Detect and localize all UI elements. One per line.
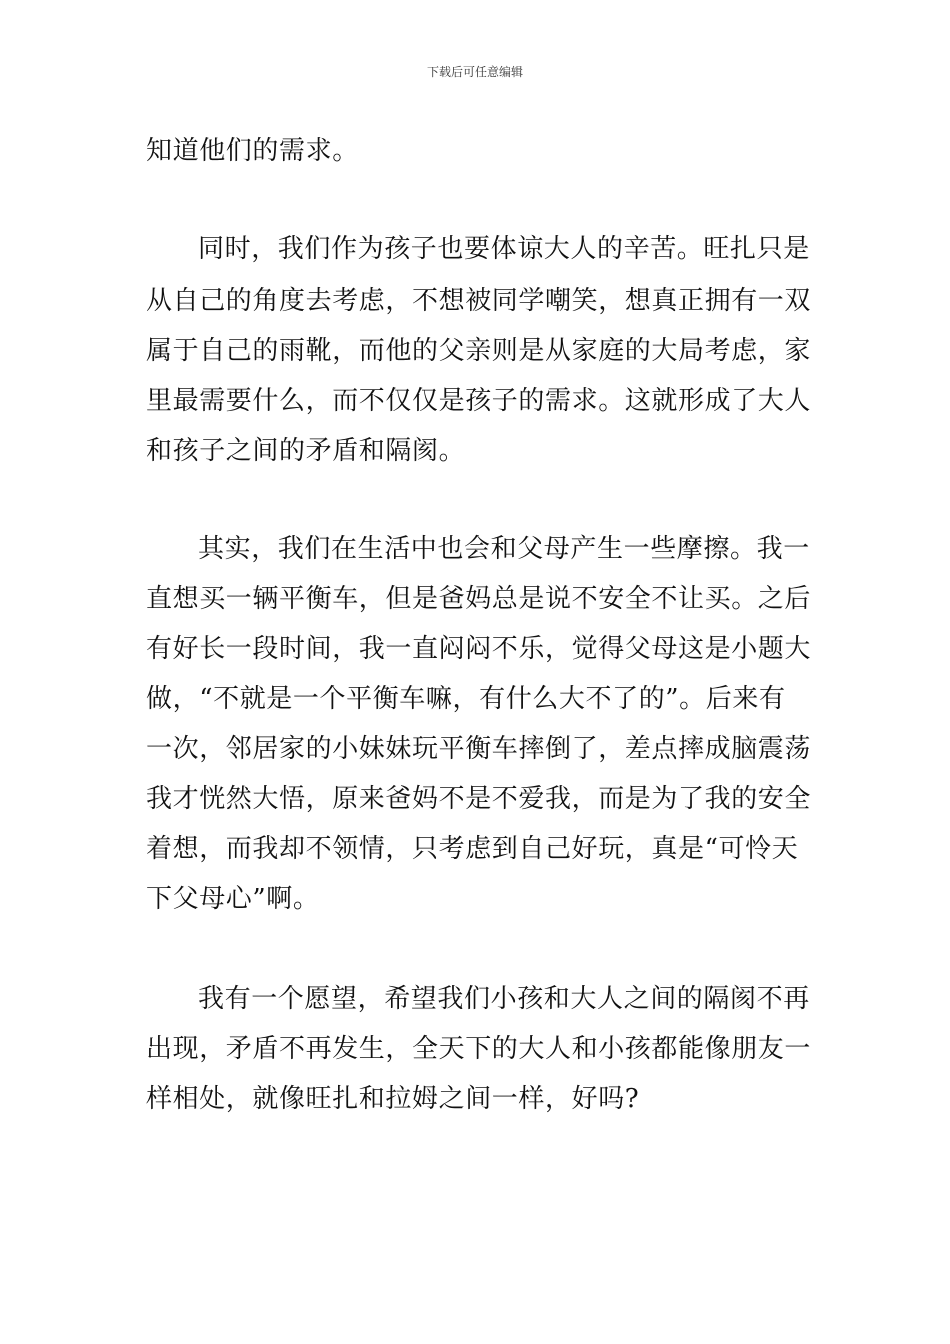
text-line: 有好长一段时间，我一直闷闷不乐，觉得父母这是小题大 (146, 634, 812, 664)
text-line: 样相处，就像旺扎和拉姆之间一样，好吗? (146, 1084, 640, 1114)
text-line: 直想买一辆平衡车，但是爸妈总是说不安全不让买。之后 (146, 584, 812, 614)
text-line: 里最需要什么，而不仅仅是孩子的需求。这就形成了大人 (146, 386, 812, 416)
text-line: 属于自己的雨靴，而他的父亲则是从家庭的大局考虑，家 (146, 336, 812, 366)
page-header-note: 下载后可任意编辑 (426, 65, 523, 79)
text-line: 做，“不就是一个平衡车嘛，有什么大不了的”。后来有 (146, 684, 786, 714)
text-line: 着想，而我却不领情，只考虑到自己好玩，真是“可怜天 (146, 834, 799, 864)
text-line: 我才恍然大悟，原来爸妈不是不爱我，而是为了我的安全 (146, 784, 812, 814)
paragraph-first-line: 同时，我们作为孩子也要体谅大人的辛苦。旺扎只是 (198, 234, 810, 264)
text-line: 和孩子之间的矛盾和隔阂。 (146, 436, 466, 466)
paragraph-first-line: 我有一个愿望，希望我们小孩和大人之间的隔阂不再 (198, 984, 810, 1014)
text-line: 从自己的角度去考虑，不想被同学嘲笑，想真正拥有一双 (146, 286, 812, 316)
text-line: 知道他们的需求。 (146, 136, 359, 166)
text-line: 下父母心”啊。 (146, 884, 320, 914)
text-line: 一次，邻居家的小妹妹玩平衡车摔倒了，差点摔成脑震荡 (146, 734, 812, 764)
paragraph-first-line: 其实，我们在生活中也会和父母产生一些摩擦。我一 (198, 534, 810, 564)
text-line: 出现，矛盾不再发生，全天下的大人和小孩都能像朋友一 (146, 1034, 812, 1064)
